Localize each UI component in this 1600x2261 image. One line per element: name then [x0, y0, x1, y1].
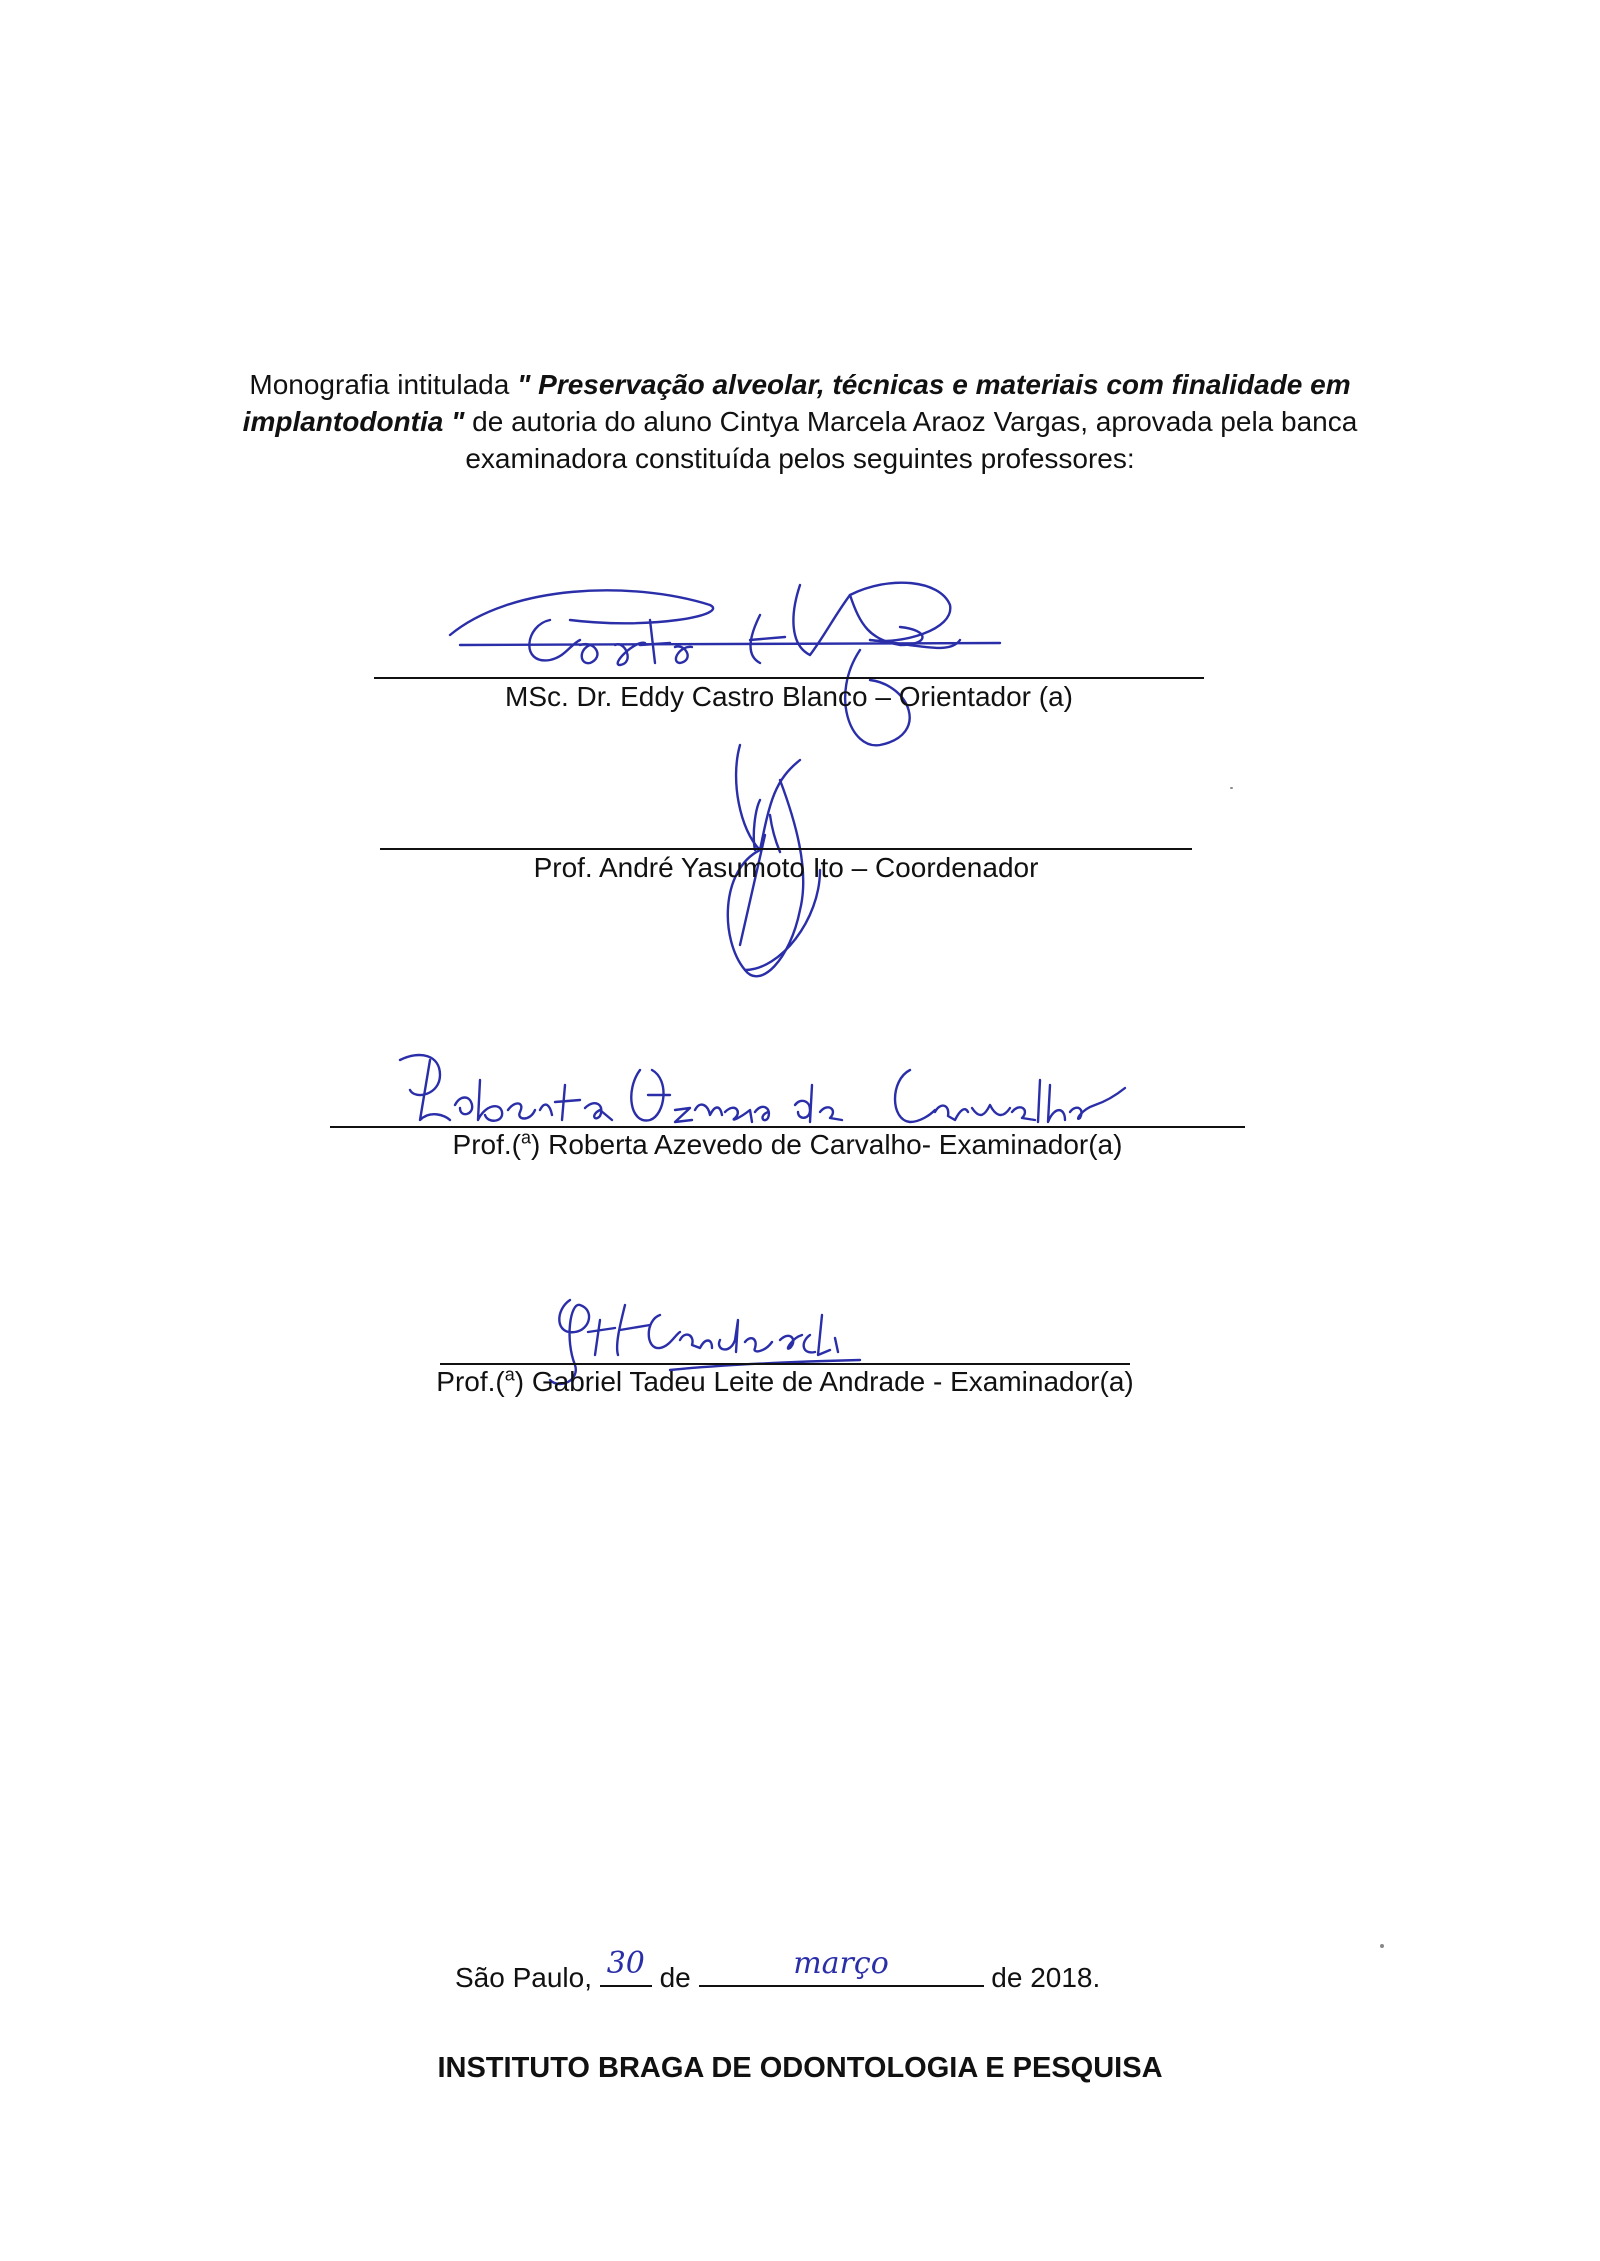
date-line	[455, 1946, 1101, 1994]
scan-speck	[1380, 1944, 1384, 1948]
intro-suffix: de autoria do aluno Cintya Marcela Araoz Vargas, aprovada pela banca examinadora constituída pelos seguintes professores:	[464, 406, 1358, 474]
intro-paragraph	[200, 366, 1400, 477]
monograph-title: " Preservação alveolar, técnicas e materiais com finalidade em implantodontia "	[242, 369, 1351, 437]
intro-prefix: Monografia intitulada	[249, 369, 518, 400]
label-superscript: a	[504, 1364, 515, 1385]
signature-line	[330, 1126, 1245, 1128]
date-city: São Paulo,	[455, 1962, 592, 1993]
signature-line	[374, 677, 1204, 679]
signatory-label: Prof. André Yasumoto Ito – Coordenador	[533, 852, 1039, 883]
date-year: de 2018.	[991, 1962, 1101, 1993]
institute-name: INSTITUTO BRAGA DE ODONTOLOGIA E PESQUISA	[437, 2052, 1163, 2084]
label-prefix: Prof.(	[436, 1366, 505, 1397]
label-superscript: a	[521, 1127, 532, 1148]
day-blank	[600, 1946, 652, 1987]
signatory-label: MSc. Dr. Eddy Castro Blanco – Orientador (a)	[505, 681, 1073, 712]
label-suffix: ) Gabriel Tadeu Leite de Andrade - Examinador(a)	[514, 1366, 1134, 1397]
signature-line	[380, 848, 1192, 850]
signatory-label	[330, 1129, 1245, 1161]
handwritten-month: março	[793, 1946, 889, 1981]
signatory-label	[340, 1366, 1230, 1398]
month-blank	[699, 1946, 984, 1987]
label-suffix: ) Roberta Azevedo de Carvalho- Examinador(a)	[531, 1129, 1123, 1160]
signature-line	[440, 1363, 1130, 1365]
handwritten-day: 30	[606, 1946, 645, 1981]
label-prefix: Prof.(	[452, 1129, 522, 1160]
signature-eddy-castro	[430, 545, 1030, 765]
scan-speck	[1230, 787, 1233, 789]
date-de: de	[659, 1962, 691, 1993]
